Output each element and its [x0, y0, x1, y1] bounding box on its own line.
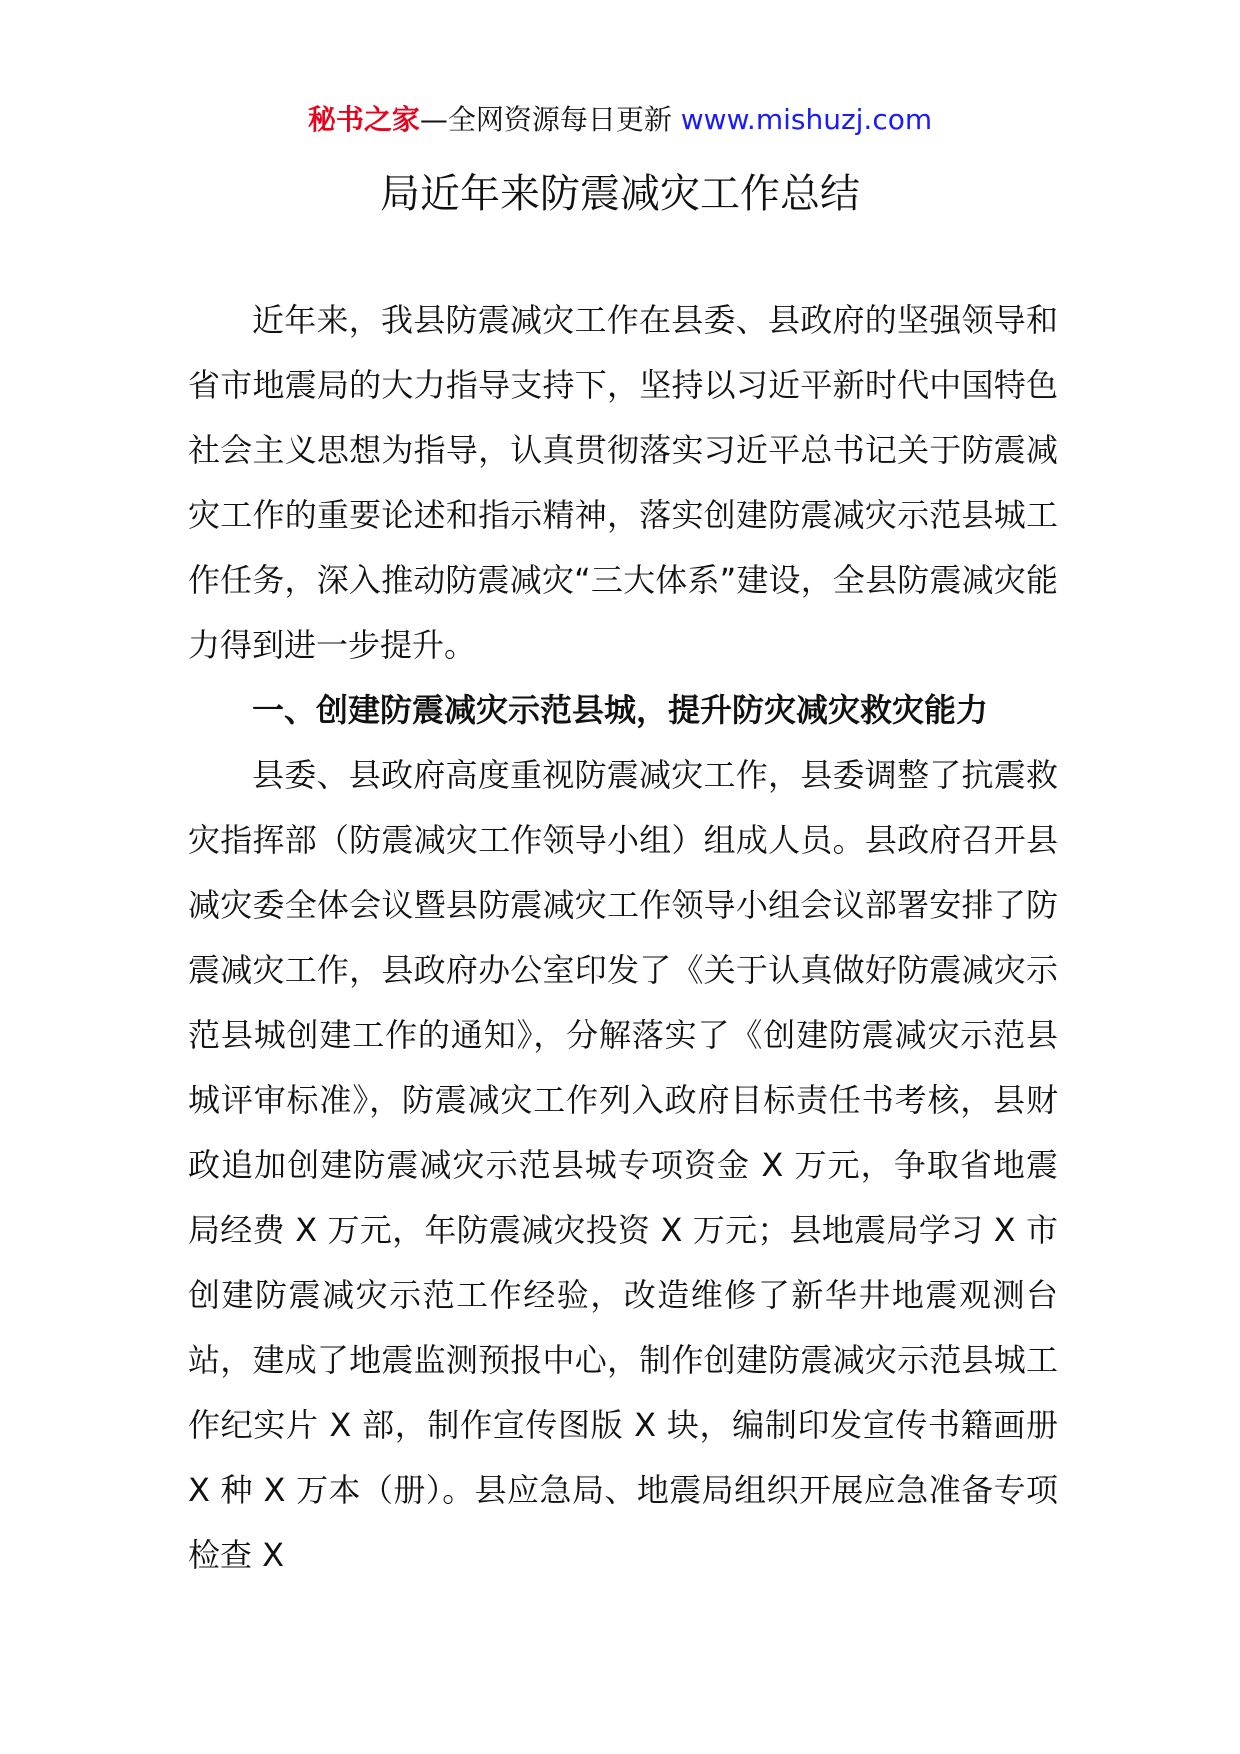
site-brand: 秘书之家 [307, 103, 420, 136]
section-paragraph: 县委、县政府高度重视防震减灾工作，县委调整了抗震救灾指挥部（防震减灾工作领导小组）组成人员。县政府召开县减灾委全体会议暨县防震减灾工作领导小组会议部署安排了防震减灾工作，县政府办公室印发了《关于认真做好防震减灾示范县城创建工作的通知》，分解落实了《创建防震减灾示范县城评审标准》，防震减灾工作列入政府目标责任书考核，县财政追加创建防震减灾示范县城专项资金 X 万元，争取省地震局经费 X 万元，年防震减灾投资 X 万元；县地震局学习 X 市创建防震减灾示范工作经验，改造维修了新华井地震观测台站，建成了地震监测预报中心，制作创建防震减灾示范县城工作纪实片 X 部，制作宣传图版 X 块，编制印发宣传书籍画册 X 种 X 万本（册）。县应急局、地震局组织开展应急准备专项检查 X [188, 756, 1058, 1574]
document-body [188, 288, 1058, 1588]
site-header [0, 100, 1240, 140]
intro-paragraph: 近年来，我县防震减灾工作在县委、县政府的坚强领导和省市地震局的大力指导支持下，坚持以习近平新时代中国特色社会主义思想为指导，认真贯彻落实习近平总书记关于防震减灾工作的重要论述和指示精神，落实创建防震减灾示范县城工作任务，深入推动防震减灾“三大体系”建设，全县防震减灾能力得到进一步提升。 [188, 301, 1058, 664]
document-title: 局近年来防震减灾工作总结 [380, 171, 860, 217]
section-heading: 一、创建防震减灾示范县城，提升防灾减灾救灾能力 [252, 691, 989, 729]
site-url-link[interactable]: www.mishuzj.com [680, 103, 933, 136]
site-slogan: —全网资源每日更新 [419, 103, 681, 136]
